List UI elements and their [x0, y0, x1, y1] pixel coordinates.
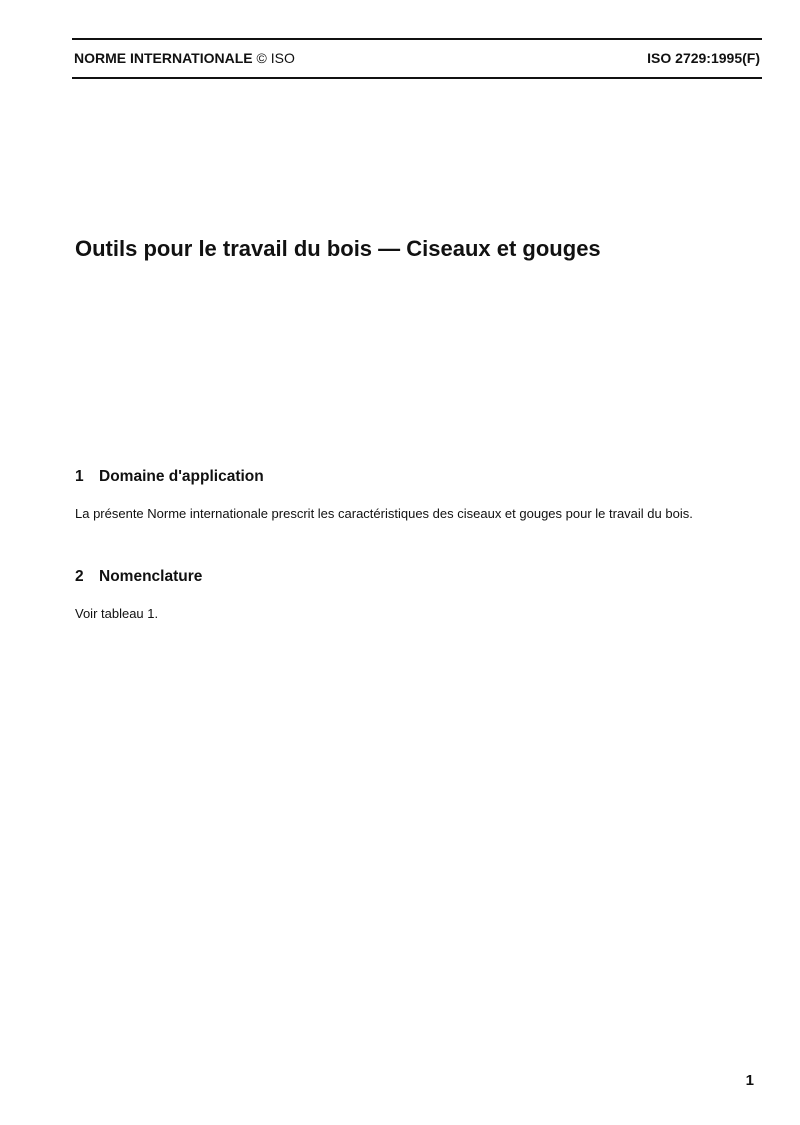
copyright: © ISO	[256, 50, 295, 66]
section-title: Domaine d'application	[99, 468, 264, 485]
section-body: La présente Norme internationale prescrit les caractéristiques des ciseaux et gouges pour le travail du bois.	[75, 506, 693, 521]
section-body: Voir tableau 1.	[75, 606, 159, 621]
section-number: 2	[75, 568, 84, 585]
section-heading	[75, 568, 202, 586]
document-title: Outils pour le travail du bois — Ciseaux et gouges	[75, 236, 601, 261]
header-rule-top	[72, 38, 762, 40]
section-heading	[75, 468, 264, 486]
standard-type: NORME INTERNATIONALE	[74, 50, 253, 66]
header-left	[74, 50, 295, 66]
section-title: Nomenclature	[99, 568, 203, 585]
standard-number: ISO 2729:1995(F)	[647, 50, 760, 66]
page-number: 1	[745, 1072, 754, 1089]
header-rule-bottom	[72, 77, 762, 79]
section-number: 1	[75, 468, 84, 485]
